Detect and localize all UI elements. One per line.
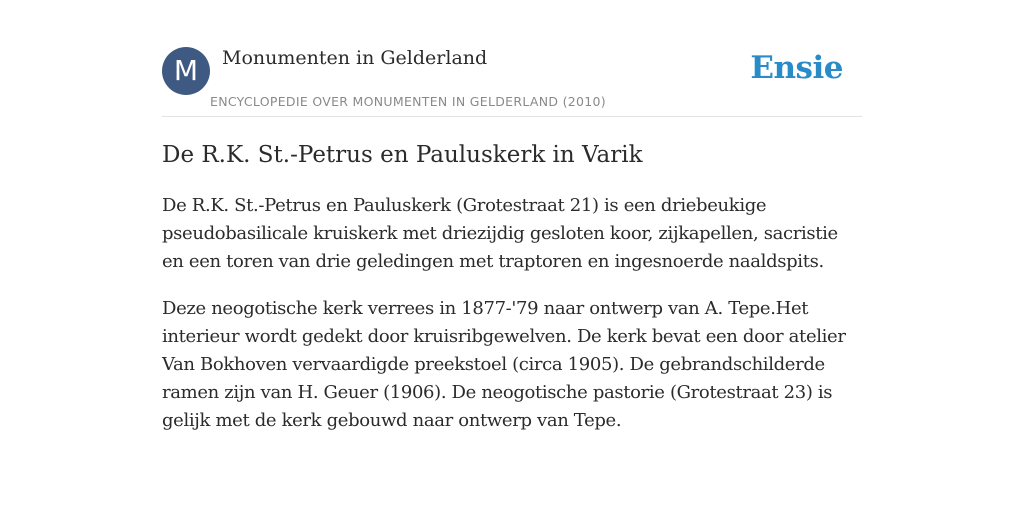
source-avatar[interactable]: M [162, 47, 210, 95]
source-subtitle: ENCYCLOPEDIE OVER MONUMENTEN IN GELDERLAND (2010) [210, 94, 606, 109]
article-paragraph: Deze neogotische kerk verrees in 1877-'79 naar ontwerp van A. Tepe.Het interieur wordt gedekt door kruisribgewelven. De kerk bevat een door atelier Van Bokhoven vervaardigde preekstoel (circa 1905). De gebrandschilderde ramen zijn van H. Geuer (1906). De neogotische pastorie (Grotestraat 23) is gelijk met de kerk gebouwd naar ontwerp van Tepe. [162, 298, 846, 431]
article-paragraph: De R.K. St.-Petrus en Pauluskerk (Grotestraat 21) is een driebeukige pseudobasilicale kruiskerk met driezijdig gesloten koor, zijkapellen, sacristie en een toren van drie geledingen met traptoren en ingesnoerde naaldspits. [162, 195, 838, 272]
ensie-logo[interactable]: Ensie [750, 50, 843, 86]
source-title-link[interactable]: Monumenten in Gelderland [222, 47, 488, 69]
source-header [162, 44, 862, 117]
article-title: De R.K. St.-Petrus en Pauluskerk in Varik [162, 142, 643, 168]
article [162, 140, 862, 435]
